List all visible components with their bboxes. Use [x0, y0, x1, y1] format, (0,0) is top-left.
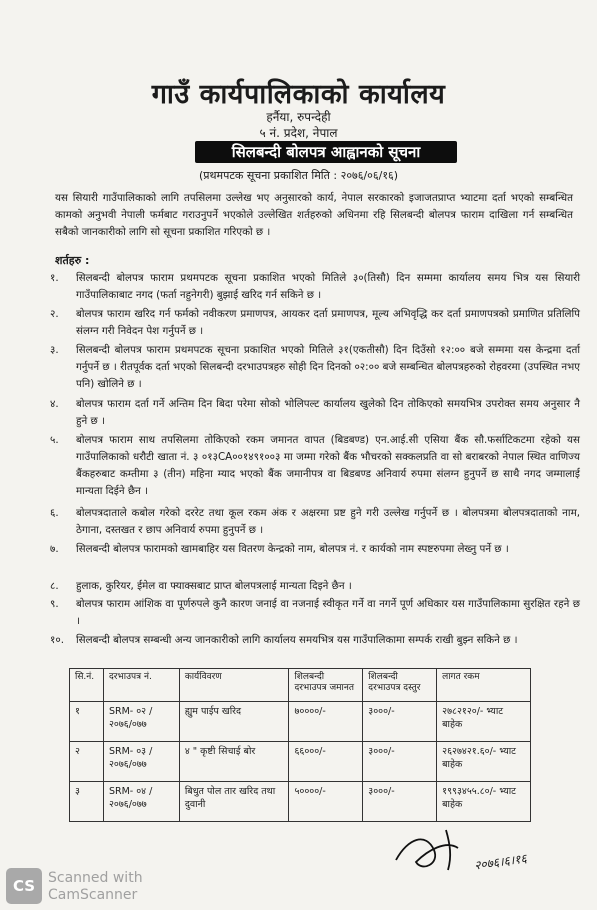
col-header-fee: शिलबन्दी दरभाउपत्र दस्तुर	[363, 669, 437, 702]
intro-paragraph: यस सियारी गाउँपालिकाको लागि तपसिलमा उल्लेख भए अनुसारको कार्य, नेपाल सरकारको इजाजतप्राप्त भ्याटमा दर्ता भएको सम्बन्धित कामको अनुभवी नेपाली फर्मबाट गराउनुपर्ने भएकोले उल्लेखित शर्तहरुको अधिनमा रहि सिलबन्दी बोलपत्र फाराम दाखिला गर्न सम्बन्धित सबैको जानकारीको लागि सो सूचना प्रकाशित गरिएको छ ।	[55, 192, 573, 238]
col-header-bid-no: दरभाउपत्र नं.	[103, 669, 179, 702]
cell-sn: ३	[70, 782, 104, 822]
term-text: सिलबन्दी बोलपत्र फारामको खामबाहिर यस वितरण केन्द्रको नाम, बोलपत्र नं. र कार्यको नाम स्पष्टरुपमा लेख्नु पर्ने छ ।	[76, 543, 509, 555]
bid-details-table	[69, 668, 531, 822]
term-number: ६.	[50, 507, 59, 519]
term-number: ३.	[50, 344, 59, 356]
table-row	[70, 702, 531, 742]
term-text: बोलपत्र फाराम खरिद गर्न फर्मको नवीकरण प्रमाणपत्र, आयकर दर्ता प्रमाणपत्र, मूल्य अभिवृद्धि कर दर्ता प्रमाणपत्रको प्रमाणित प्रतिलिपि संलग्न गरी निवेदन पेश गर्नुपर्ने छ ।	[76, 308, 580, 337]
cell-cost: १९९३४५५.८०/- भ्याट बाहेक	[437, 782, 531, 822]
publication-date: (प्रथमपटक सूचना प्रकाशित मिति : २०७६/०६/१६)	[198, 169, 399, 182]
table-header-row	[70, 669, 531, 702]
cell-fee: ३०००/-	[363, 742, 437, 782]
cell-work: ह्युम पाईप खरिद	[179, 702, 289, 742]
col-header-work: कार्यविवरण	[179, 669, 289, 702]
term-number: १०.	[50, 634, 64, 646]
terms-heading: शर्तहरु :	[55, 254, 90, 267]
cell-security: ५००००/-	[289, 782, 363, 822]
cell-sn: १	[70, 702, 104, 742]
camscanner-logo: CS	[6, 868, 42, 904]
cell-cost: २६२७४२१.६०/- भ्याट बाहेक	[437, 742, 531, 782]
term-number: ९.	[50, 598, 59, 610]
col-header-security: शिलबन्दी दरभाउपत्र जमानत	[289, 669, 363, 702]
camscanner-watermark	[48, 870, 143, 904]
term-text: बोलपत्र फाराम दर्ता गर्ने अन्तिम दिन बिदा परेमा सोको भोलिपल्ट कार्यालय खुलेको दिन तोकिएको समयभित्र उपरोक्त समय अनुसार नै हुने छ ।	[76, 398, 580, 427]
term-text: बोलपत्रदाताले कबोल गरेको दररेट तथा कूल रकम अंक र अक्षरमा प्रष्ट हुने गरी उल्लेख गर्नुपर्ने छ । बोलपत्रमा बोलपत्रदाताको नाम, ठेगाना, दस्तखत र छाप अनिवार्य रुपमा हुनुपर्ने छ ।	[76, 507, 580, 536]
term-text: बोलपत्र फाराम आंशिक वा पूर्णरुपले कुनै कारण जनाई वा नजनाई स्वीकृत गर्ने वा नगर्ने पूर्ण अधिकार यस गाउँपालिकामा सुरक्षित रहने छ ।	[76, 598, 580, 627]
cell-work: बिधुत पोल तार खरिद तथा दुवानी	[179, 782, 289, 822]
notice-title-banner: सिलबन्दी बोलपत्र आह्वानको सूचना	[195, 141, 457, 163]
term-number: ७.	[50, 543, 59, 555]
term-number: १.	[50, 272, 59, 284]
cell-sn: २	[70, 742, 104, 782]
cell-security: ६६०००/-	[289, 742, 363, 782]
term-text: सिलबन्दी बोलपत्र सम्बन्धी अन्य जानकारीको लागि कार्यालय समयभित्र यस गाउँपालिकामा सम्पर्क राखी बुझ्न सकिने छ ।	[76, 634, 518, 646]
cell-cost: २७८२१२०/- भ्याट बाहेक	[437, 702, 531, 742]
signature-date: २०७६।६।१६	[473, 851, 528, 873]
table-row	[70, 742, 531, 782]
signature-image	[388, 820, 488, 880]
table-row	[70, 782, 531, 822]
term-number: ४.	[50, 398, 59, 410]
office-title: गाउँ कार्यपालिकाको कार्यालय	[151, 79, 446, 110]
cell-work: ४ " कृष्टी सिचाई बोर	[179, 742, 289, 782]
cell-bid-no: SRM- ०४ /२०७६/०७७	[103, 782, 179, 822]
col-header-sn: सि.नं.	[70, 669, 104, 702]
term-number: ८.	[50, 580, 59, 592]
term-number: ५.	[50, 434, 59, 446]
cell-security: ७००००/-	[289, 702, 363, 742]
term-text: सिलबन्दी बोलपत्र फाराम प्रथमपटक सूचना प्रकाशित भएको मितिले ३१(एकतीसौ) दिन दिउँसो १२:०० बजे सम्ममा यस केन्द्रमा दर्ता गर्नुपर्ने छ । रीतपूर्वक दर्ता भएको सिलबन्दी दरभाउपत्रहरु सोही दिन दिनको ०२:०० बजे सम्बन्धित बोलपत्रहरुको रोहवरमा (उपस्थित नभए पनि) खोलिने छ ।	[76, 344, 580, 390]
watermark-line-1: Scanned with	[48, 870, 143, 886]
cell-bid-no: SRM- ०२ /२०७६/०७७	[103, 702, 179, 742]
term-text: बोलपत्र फाराम साथ तपसिलमा तोकिएको रकम जमानत वापत (बिडबण्ड) एन.आई.सी एसिया बैंक सौ.फर्साटिकटमा रहेको यस गाउँपालिकाको धरौटी खाता नं. ३ ०१३CA००१४९१००३ मा जम्मा गरेको बैंक भौचरको सक्कलप्रति वा सो बराबरको नेपाल स्थित वाणिज्य बैंकहरुबाट कम्तीमा ३ (तीन) महिना म्याद भएको बैंक जमानीपत्र वा बिडबण्ड अनिवार्य रुपमा संलग्न हुनुपर्ने छ साथै नगद जम्मालाई मान्यता दिईने छैन ।	[76, 434, 580, 497]
col-header-cost: लागत रकम	[437, 669, 531, 702]
term-text: सिलबन्दी बोलपत्र फाराम प्रथमपटक सूचना प्रकाशित भएको मितिले ३०(तिसौ) दिन सम्ममा कार्यालय समय भित्र यस सियारी गाउँपालिकाबाट नगद (फर्ता नहुनेगरी) बुझाई खरिद गर्न सकिने छ ।	[76, 272, 580, 301]
watermark-line-2: CamScanner	[48, 887, 138, 903]
term-text: हुलाक, कुरियर, ईमेल वा फ्याक्सबाट प्राप्त बोलपत्रलाई मान्यता दिइने छैन ।	[76, 580, 352, 592]
office-province: ५ नं. प्रदेश, नेपाल	[259, 126, 338, 140]
term-number: २.	[50, 308, 59, 320]
cell-fee: ३०००/-	[363, 702, 437, 742]
office-location: हर्नैया, रुपन्देही	[266, 110, 331, 124]
cell-bid-no: SRM- ०३ /२०७६/०७७	[103, 742, 179, 782]
cell-fee: ३०००/-	[363, 782, 437, 822]
